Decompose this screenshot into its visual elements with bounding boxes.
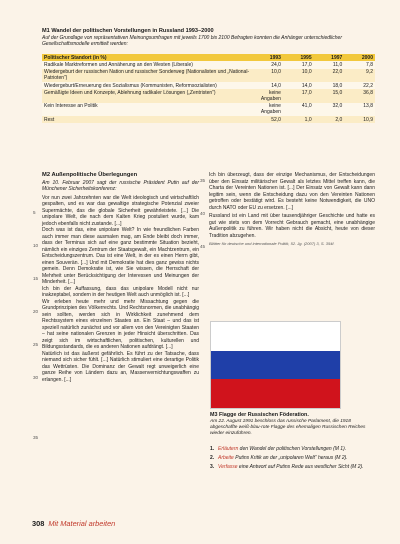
line-number: 45 — [200, 244, 206, 249]
row-label: Rest — [42, 116, 252, 123]
flag-stripe-blue — [211, 351, 340, 380]
row-value: 36,8 — [344, 89, 375, 102]
row-value: 10,0 — [252, 69, 283, 82]
row-value: 13,8 — [344, 103, 375, 116]
m3-subtitle: Am 22. August 1991 beschloss das russische Parlament, die 1918 abgeschaffte weiß-blau-rote Flagge des ehemaligen Russischen Reiches wieder einzuführen. — [210, 419, 366, 437]
line-number: 30 — [33, 375, 39, 380]
task-text: Putins Kritik an der „unipolaren Welt“ heraus (M 2). — [233, 455, 348, 462]
row-value: 14,0 — [283, 82, 314, 89]
line-number: 20 — [33, 309, 39, 314]
row-value: 52,0 — [252, 116, 283, 123]
flag-stripe-white — [211, 322, 340, 351]
table-row — [42, 103, 375, 116]
row-value: 17,0 — [283, 61, 314, 68]
m3-title: M3 Flagge der Russischen Föderation. — [210, 412, 309, 418]
table-header-cell: 2000 — [344, 54, 375, 61]
m2-paragraph: Doch was ist das, eine unipolare Welt? In wie freundlichen Farben auch immer man diese ausmalen mag, am Ende bleibt doch immer, dass der Terminus sich auf eine ganz bestimmte Situation bezieht, nämlich ein einziges Zentrum der Staatsgewalt, ein Machtzentrum, ein Entscheidungszentrum. Das ist eine Welt, in der es einen Herrn gibt, einen Souverän. [...] Und mit Demokratie hat dies ganz gewiss nichts gemein. Denn Demokratie ist, wie Sie wissen, die Herrschaft der Mehrheit unter Berücksichtigung der Interessen und Meinungen der Minderheit. [...] — [42, 227, 199, 285]
table-header-cell: 1993 — [252, 54, 283, 61]
row-value: 10,9 — [344, 116, 375, 123]
task-operator: Erläutern — [218, 446, 239, 452]
row-value: 22,0 — [314, 69, 345, 82]
table-row — [42, 89, 375, 102]
line-number: 35 — [33, 435, 39, 440]
row-label: Wiedergeburt/Erneuerung des Sozialismus (Kommunisten, Reformsozialisten) — [42, 82, 252, 89]
row-label: Wiedergeburt der russischen Nation und russischer Sonderweg (Nationalisten und „National-Patrioten“) — [42, 69, 252, 82]
row-label: Gemäßigte Ideen und Konzepte, Ablehnung radikaler Lösungen („Zentristen“) — [42, 89, 252, 102]
flag-stripe-red — [211, 379, 340, 408]
row-value: 41,0 — [283, 103, 314, 116]
row-value: 11,0 — [314, 61, 345, 68]
task-item — [210, 464, 372, 470]
row-value: 2,0 — [314, 116, 345, 123]
m2-left-column — [42, 172, 199, 383]
table-header-cell: 1995 — [283, 54, 314, 61]
m2-paragraph: Russland ist ein Land mit über tausendjähriger Geschichte und hatte es gut wie stets von dem Vorrecht Gebrauch gemacht, eine unabhängige Außenpolitik zu führen. Wir haben nicht die Absicht, heute von dieser Tradition abzugehen. — [209, 213, 375, 239]
m2-right-column — [209, 172, 375, 248]
line-number: 40 — [200, 211, 206, 216]
m2-paragraph: Ich bin überzeugt, dass der einzige Mechanismus, der Entscheidungen über den Einsatz militärischer Gewalt als letztes Mittel treffen kann, die Charta der Vereinten Nationen ist. [...] Der Einsatz von Gewalt kann dann legitim sein, wenn die Entscheidung dazu von den Vereinten Nationen getroffen oder bestätigt wird. Es besteht keine Notwendigkeit, die UNO durch NATO oder EU zu ersetzen. [...] — [209, 172, 375, 211]
task-list — [210, 446, 372, 474]
m2-source: Blätter für deutsche und internationale Politik, 52. Jg. (2007) 3, S. 354f. — [209, 241, 335, 246]
m2-paragraph: Vor nun zwei Jahrzehnten war die Welt ideologisch und wirtschaftlich gespalten, und es war das gewaltige strategische Potenzial zweier Supermächte, das die globale Sicherheit gewährleistete. [...] Die unipolare Welt, die nach dem Kalten Krieg postuliert wurde, kam jedoch ebenfalls nicht zustande. [...] — [42, 194, 199, 227]
task-operator: Arbeite — [218, 455, 234, 462]
table-header-row — [42, 54, 375, 61]
row-label: Kein Interesse an Politik — [42, 103, 252, 116]
task-operator: Verfasse — [218, 464, 238, 471]
m2-subtitle: Am 10. Februar 2007 sagt der russische Präsident Putin auf der Münchener Sicherheitskonferenz: — [42, 179, 199, 192]
row-value: keine Angaben — [252, 103, 283, 116]
row-label: Radikale Marktreformen und Annäherung an den Westen (Liberale) — [42, 61, 252, 68]
task-number: 3. — [210, 464, 215, 471]
line-number: 25 — [33, 342, 39, 347]
m2-paragraph: Natürlich ist das äußerst gefährlich. Es führt zu der Tatsache, dass niemand sich sicher fühlt. [...] Natürlich stimuliert eine derartige Politik das Wettrüsten. Die Dominanz der Gewalt regt unweigerlich eine ganze Reihe von Ländern dazu an, Massenvernichtungswaffen zu erlangen. [...] — [42, 350, 199, 383]
table-row — [42, 69, 375, 82]
m2-paragraph: Ich bin der Auffassung, dass das unipolare Modell nicht nur inakzeptabel, sondern in der heutigen Welt auch unmöglich ist. [...] — [42, 285, 199, 298]
table-header-cell: Politischer Standort (in %) — [42, 54, 252, 61]
table-header-cell: 1997 — [314, 54, 345, 61]
row-value: 14,0 — [252, 82, 283, 89]
page-number: 308 — [32, 519, 45, 528]
task-text: eine Antwort auf Putins Rede aus westlicher Sicht (M 2). — [237, 464, 364, 471]
row-value: keine Angaben — [252, 89, 283, 102]
row-value: 18,0 — [314, 82, 345, 89]
m1-subtitle: Auf der Grundlage von repräsentativen Meinungsumfragen mit jeweils 1700 bis 2100 Befragten konnten die Anhänger unterschiedlicher Gesellschaftsmodelle ermittelt werden: — [42, 35, 342, 48]
task-number: 2. — [210, 455, 215, 462]
page-footer — [32, 519, 115, 528]
line-number: 10 — [33, 243, 39, 248]
row-value: 24,0 — [252, 61, 283, 68]
table-row — [42, 61, 375, 68]
row-value: 9,2 — [344, 69, 375, 82]
row-value: 10,0 — [283, 69, 314, 82]
table-row — [42, 82, 375, 89]
task-item — [210, 455, 372, 461]
row-value: 22,2 — [344, 82, 375, 89]
row-value: 1,0 — [283, 116, 314, 123]
m1-title: M1 Wandel der politischen Vorstellungen in Russland 1993–2000 — [42, 28, 214, 34]
table-row — [42, 116, 375, 123]
m2-title: M2 Außenpolitische Überlegungen — [42, 172, 138, 178]
line-number: 35 — [200, 178, 206, 183]
row-value: 32,0 — [314, 103, 345, 116]
task-item — [210, 446, 372, 452]
russian-flag-image — [210, 321, 341, 409]
section-title: Mit Material arbeiten — [48, 519, 116, 528]
line-number: 5 — [33, 210, 36, 215]
row-value: 17,0 — [283, 89, 314, 102]
task-text: den Wandel der politischen Vorstellungen (M 1). — [238, 446, 347, 452]
m2-paragraph: Wir erleben heute mehr und mehr Missachtung gegen die Grundprinzipien des Völkerrechts. Und Rechtsnormen, die unabhängig sein sollten, werden sich in Wirklichkeit zunehmend dem Rechtssystem eines einzelnen Staates an. Ein Staat – und das ist speziell natürlich zunächst und vor allem von den Vereinigten Staaten – hat seine nationalen Grenzen in jeder Hinsicht überschritten. Das zeigt sich im wirtschaftlichen, politischen, kulturellen und Bildungsstandards, die es anderen Nationen aufdrängt. [...] — [42, 298, 199, 350]
line-number: 15 — [33, 276, 39, 281]
task-number: 1. — [210, 446, 215, 452]
row-value: 7,8 — [344, 61, 375, 68]
survey-table — [42, 54, 375, 123]
row-value: 15,0 — [314, 89, 345, 102]
